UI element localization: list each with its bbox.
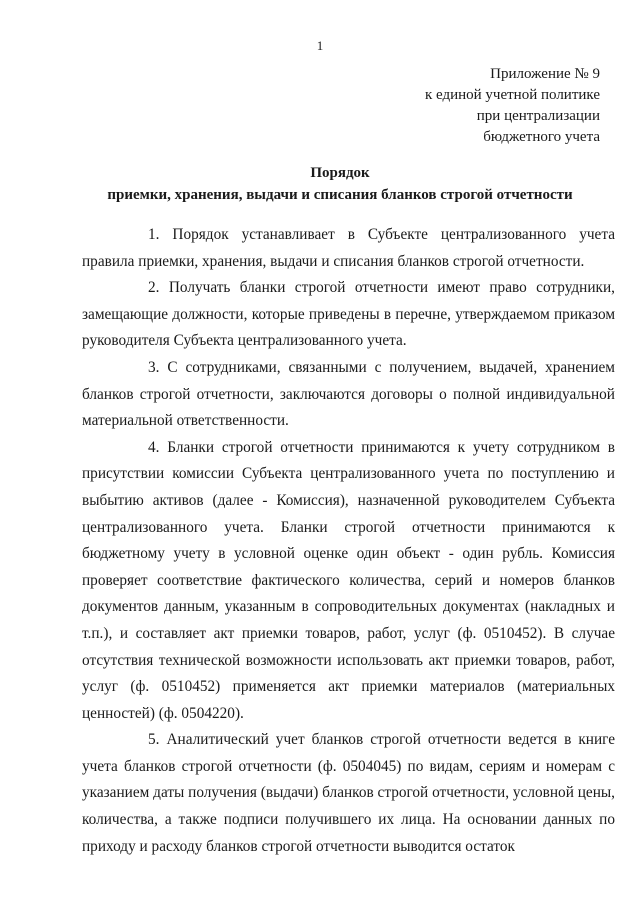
paragraph-3: 3. С сотрудниками, связанными с получением, выдачей, хранением бланков строгой отчетности, заключаются договоры о полной индивидуальной материальной ответственности. [82,358,615,430]
appendix-line-2: к единой учетной политике [424,87,600,103]
appendix-line-1: Приложение № 9 [490,66,600,82]
appendix-line-4: бюджетного учета [483,129,600,145]
page-number: 1 [316,38,324,53]
paragraph-4: 4. Бланки строгой отчетности принимаются к учету сотрудником в присутствии комиссии Субъекта централизованного учета по поступлению и выбытию активов (далее - Комиссия), назначенной руководителем Субъекта централизованного учета. Бланки строгой отчетности принимаются к бюджетному учету в условной оценке один объект - один рубль. Комиссия проверяет соответствие фактического количества, серий и номеров бланков документов данным, указанным в сопроводительных документах (накладных и т.п.), и составляет акт приемки товаров, работ, услуг (ф. 0510452). В случае отсутствия технической возможности использовать акт приемки товаров, работ, услуг (ф. 0510452) применяется акт приемки материалов (материальных ценностей) (ф. 0504220). [82,438,615,722]
paragraph-1: 1. Порядок устанавливает в Субъекте централизованного учета правила приемки, хранения, выдачи и списания бланков строгой отчетности. [82,226,615,270]
document-body [82,222,615,860]
title-line-1: Порядок [310,165,370,181]
title-line-2: приемки, хранения, выдачи и списания бланков строгой отчетности [107,187,573,203]
appendix-line-3: при централизации [476,108,600,124]
document-title [60,162,620,206]
paragraph-2: 2. Получать бланки строгой отчетности имеют право сотрудники, замещающие должности, которые приведены в перечне, утверждаемом приказом руководителя Субъекта централизованного учета. [82,279,615,350]
appendix-header [300,64,600,148]
paragraph-5: 5. Аналитический учет бланков строгой отчетности ведется в книге учета бланков строгой отчетности (ф. 0504045) по видам, сериям и номерам с указанием даты получения (выдачи) бланков строгой отчетности, условной цены, количества, а также подписи получившего их лица. На основании данных по приходу и расходу бланков строгой отчетности выводится остаток [82,731,615,855]
